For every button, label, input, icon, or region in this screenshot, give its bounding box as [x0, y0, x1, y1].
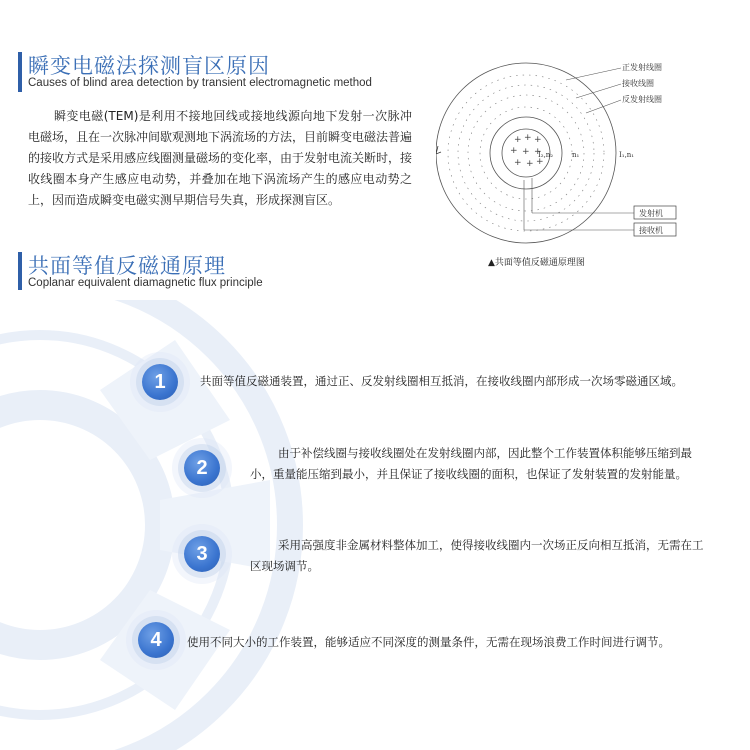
label-positive-transmit-coil: 正发射线圈: [622, 63, 662, 72]
point-1-number: 1: [142, 364, 178, 400]
section2-title: 共面等值反磁通原理: [28, 254, 226, 278]
point-1-text: 共面等值反磁通装置，通过正、反发射线圈相互抵消，在接收线圈内部形成一次场零磁通区域。: [200, 374, 683, 388]
label-transmitter: 发射机: [639, 209, 663, 218]
coplanar-diagram: [436, 58, 708, 248]
label-receive-coil: 接收线圈: [622, 79, 654, 88]
label-receiver: 接收机: [639, 226, 663, 235]
figure-caption: ▲共面等值反磁通原理图: [488, 258, 585, 268]
inner-label-3: I₁,n₁: [619, 151, 635, 159]
svg-text:+: +: [514, 135, 522, 145]
section2-subtitle: Coplanar equivalent diamagnetic flux principle: [28, 277, 263, 289]
point-3-number: 3: [184, 536, 220, 572]
svg-text:+: +: [524, 133, 532, 143]
section1-paragraph: 瞬变电磁(TEM)是利用不接地回线或接地线源向地下发射一次脉冲电磁场，且在一次脉冲间歇观测地下涡流场的方法，目前瞬变电磁法普遍的接收方式是采用感应线圈测量磁场的变化率，由于发射电流关断时，接收线圈本身产生感应电动势，并叠加在地下涡流场产生的感应电动势之上，因而造成瞬变电磁实测早期信号失真，形成探测盲区。: [28, 109, 413, 207]
svg-text:+: +: [510, 146, 518, 156]
svg-text:+: +: [534, 147, 542, 157]
section1-accent-bar: [18, 52, 22, 92]
point-3-text: 采用高强度非金属材料整体加工，使得接收线圈内一次场正反向相互抵消，无需在工区现场调节。: [250, 538, 704, 573]
svg-text:+: +: [536, 157, 544, 167]
point-4-text: 使用不同大小的工作装置，能够适应不同深度的测量条件，无需在现场浪费工作时间进行调节。: [187, 635, 670, 649]
inner-label-1: I₂,n₂: [538, 151, 554, 159]
section1-subtitle: Causes of blind area detection by transient electromagnetic method: [28, 77, 372, 89]
svg-text:+: +: [526, 159, 534, 169]
point-4-number: 4: [138, 622, 174, 658]
svg-text:+: +: [534, 135, 542, 145]
section2-accent-bar: [18, 252, 22, 290]
point-2-number: 2: [184, 450, 220, 486]
inner-label-2: n₁: [572, 151, 580, 159]
svg-text:+: +: [522, 147, 530, 157]
label-negative-transmit-coil: 反发射线圈: [622, 95, 662, 104]
svg-text:+: +: [514, 158, 522, 168]
point-2-text: 由于补偿线圈与接收线圈处在发射线圈内部，因此整个工作装置体积能够压缩到最小，重量能压缩到最小，并且保证了接收线圈的面积，也保证了发射装置的发射能量。: [250, 446, 692, 481]
section1-title: 瞬变电磁法探测盲区原因: [28, 54, 270, 78]
